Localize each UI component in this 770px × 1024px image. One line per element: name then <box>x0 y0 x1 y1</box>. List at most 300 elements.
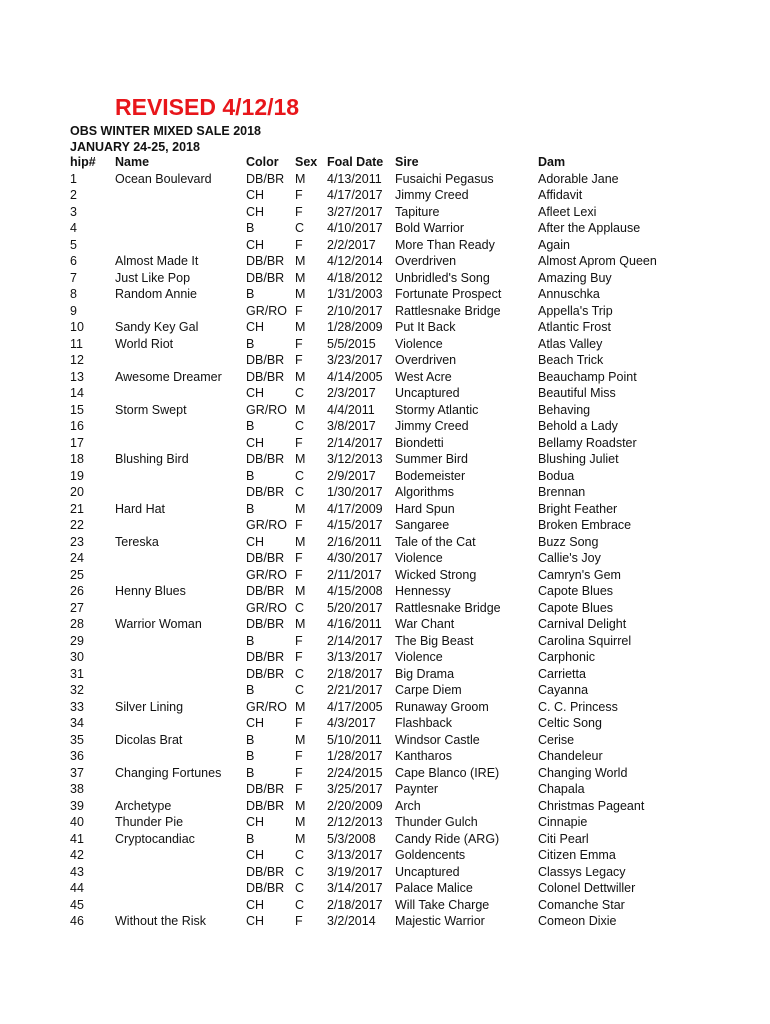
cell-sire: Hennessy <box>395 584 451 598</box>
cell-foal-date: 1/31/2003 <box>327 287 383 301</box>
cell-name: Storm Swept <box>115 402 187 417</box>
cell-dam: Capote Blues <box>538 584 614 598</box>
cell-sire: Palace Malice <box>395 881 473 895</box>
cell-foal-date: 2/2/2017 <box>327 237 376 252</box>
cell-sire: Uncaptured <box>395 386 460 400</box>
cell-color: DB/BR <box>246 171 285 186</box>
header-name: Name <box>115 155 150 169</box>
cell-sex: C <box>295 600 305 615</box>
cell-sire: Jimmy Creed <box>395 188 469 202</box>
cell-sex: M <box>295 452 306 466</box>
cell-foal-date: 2/11/2017 <box>327 567 382 582</box>
cell-foal-date: 5/5/2015 <box>327 336 376 351</box>
cell-color: DB/BR <box>246 353 285 367</box>
cell-hip: 1 <box>70 171 77 186</box>
cell-color: B <box>246 831 255 846</box>
cell-sire: Candy Ride (ARG) <box>395 831 500 846</box>
cell-name: Archetype <box>115 798 172 813</box>
cell-dam: Afleet Lexi <box>538 204 597 219</box>
table-row <box>0 336 770 353</box>
table-row <box>0 583 770 600</box>
table-row <box>0 616 770 633</box>
table-row <box>0 451 770 468</box>
cell-sex: F <box>295 567 303 582</box>
table-row <box>0 715 770 732</box>
cell-hip: 26 <box>70 584 84 598</box>
cell-color: DB/BR <box>246 485 285 499</box>
cell-dam: Beautiful Miss <box>538 386 616 400</box>
cell-sire: Tapiture <box>395 204 440 219</box>
cell-foal-date: 2/14/2017 <box>327 435 383 450</box>
header-color: Color <box>246 155 279 169</box>
cell-color: CH <box>246 237 265 252</box>
cell-color: CH <box>246 897 265 912</box>
cell-foal-date: 1/28/2009 <box>327 320 383 334</box>
cell-color: B <box>246 221 255 235</box>
cell-color: GR/RO <box>246 518 287 532</box>
cell-sire: Runaway Groom <box>395 699 489 714</box>
cell-sire: Paynter <box>395 782 439 796</box>
cell-hip: 7 <box>70 270 77 285</box>
cell-name: Hard Hat <box>115 501 166 516</box>
table-row <box>0 534 770 551</box>
cell-sex: M <box>295 171 306 186</box>
cell-foal-date: 2/20/2009 <box>327 798 383 813</box>
cell-sire: Rattlesnake Bridge <box>395 303 501 318</box>
cell-hip: 34 <box>70 716 84 730</box>
cell-sex: M <box>295 369 306 384</box>
cell-hip: 28 <box>70 617 84 631</box>
cell-sire: Unbridled's Song <box>395 270 490 285</box>
cell-color: B <box>246 765 255 780</box>
cell-sex: C <box>295 386 305 400</box>
cell-sex: C <box>295 864 305 879</box>
cell-sire: West Acre <box>395 369 452 384</box>
cell-sire: Jimmy Creed <box>395 419 469 433</box>
cell-color: B <box>246 683 255 697</box>
cell-foal-date: 4/17/2017 <box>327 188 383 202</box>
cell-sex: C <box>295 666 305 681</box>
cell-sex: F <box>295 633 303 648</box>
table-body <box>0 171 770 930</box>
cell-foal-date: 2/24/2015 <box>327 765 383 780</box>
cell-foal-date: 3/12/2013 <box>327 452 383 466</box>
cell-hip: 43 <box>70 864 84 879</box>
cell-dam: Beach Trick <box>538 353 604 367</box>
cell-sire: Flashback <box>395 716 452 730</box>
cell-sex: C <box>295 881 305 895</box>
cell-foal-date: 4/15/2017 <box>327 518 383 532</box>
cell-hip: 46 <box>70 914 84 928</box>
cell-dam: Callie's Joy <box>538 551 601 565</box>
cell-foal-date: 5/10/2011 <box>327 732 382 747</box>
cell-sire: Carpe Diem <box>395 683 462 697</box>
cell-sex: C <box>295 683 305 697</box>
cell-sex: M <box>295 798 306 813</box>
cell-color: CH <box>246 204 265 219</box>
cell-dam: Amazing Buy <box>538 270 612 285</box>
cell-dam: Colonel Dettwiller <box>538 881 636 895</box>
cell-name: Almost Made It <box>115 254 199 268</box>
cell-color: B <box>246 501 255 516</box>
cell-sex: M <box>295 270 306 285</box>
cell-foal-date: 5/20/2017 <box>327 600 383 615</box>
cell-foal-date: 2/10/2017 <box>327 303 383 318</box>
cell-sex: M <box>295 534 306 549</box>
cell-sire: Sangaree <box>395 518 450 532</box>
cell-sire: Summer Bird <box>395 452 468 466</box>
cell-color: B <box>246 287 255 301</box>
cell-color: DB/BR <box>246 864 285 879</box>
cell-dam: Comeon Dixie <box>538 914 617 928</box>
cell-sex: F <box>295 716 303 730</box>
cell-foal-date: 3/8/2017 <box>327 419 376 433</box>
cell-dam: Christmas Pageant <box>538 798 645 813</box>
header-sex: Sex <box>295 155 318 169</box>
cell-sire: Bodemeister <box>395 468 466 483</box>
cell-name: World Riot <box>115 336 174 351</box>
cell-color: B <box>246 419 255 433</box>
cell-sire: Wicked Strong <box>395 567 477 582</box>
cell-color: DB/BR <box>246 798 285 813</box>
cell-dam: Appella's Trip <box>538 303 613 318</box>
table-row <box>0 666 770 683</box>
cell-name: Warrior Woman <box>115 617 202 631</box>
table-row <box>0 435 770 452</box>
cell-foal-date: 2/18/2017 <box>327 897 383 912</box>
cell-color: DB/BR <box>246 584 285 598</box>
cell-name: Changing Fortunes <box>115 765 222 780</box>
table-row <box>0 352 770 369</box>
table-row <box>0 847 770 864</box>
catalog-table <box>0 154 770 930</box>
cell-dam: Carnival Delight <box>538 617 627 631</box>
cell-sire: Put It Back <box>395 320 456 334</box>
table-row <box>0 418 770 435</box>
cell-color: DB/BR <box>246 782 285 796</box>
cell-sex: M <box>295 831 306 846</box>
cell-dam: Capote Blues <box>538 600 614 615</box>
cell-dam: Behold a Lady <box>538 419 618 433</box>
cell-hip: 44 <box>70 881 84 895</box>
cell-color: CH <box>246 716 265 730</box>
cell-sire: Violence <box>395 336 443 351</box>
cell-dam: Cayanna <box>538 683 589 697</box>
cell-foal-date: 5/3/2008 <box>327 831 376 846</box>
cell-sire: Kantharos <box>395 749 452 763</box>
cell-sire: Majestic Warrior <box>395 914 485 928</box>
table-row <box>0 369 770 386</box>
table-row <box>0 567 770 584</box>
cell-color: CH <box>246 386 265 400</box>
cell-name: Ocean Boulevard <box>115 171 212 186</box>
cell-sex: F <box>295 303 303 318</box>
cell-sex: M <box>295 402 306 417</box>
cell-sire: Rattlesnake Bridge <box>395 600 501 615</box>
cell-foal-date: 4/12/2014 <box>327 254 383 268</box>
table-row <box>0 517 770 534</box>
cell-sex: M <box>295 617 306 631</box>
cell-sire: Hard Spun <box>395 501 455 516</box>
cell-name: Blushing Bird <box>115 452 189 466</box>
cell-dam: Cerise <box>538 732 575 747</box>
cell-sire: Overdriven <box>395 353 457 367</box>
header-sire: Sire <box>395 155 419 169</box>
cell-color: GR/RO <box>246 402 287 417</box>
cell-dam: Carrietta <box>538 666 586 681</box>
cell-sire: More Than Ready <box>395 237 495 252</box>
cell-sire: Algorithms <box>395 485 455 499</box>
cell-sex: F <box>295 518 303 532</box>
cell-dam: Adorable Jane <box>538 171 619 186</box>
cell-foal-date: 4/18/2012 <box>327 270 383 285</box>
cell-sire: Big Drama <box>395 666 455 681</box>
cell-hip: 19 <box>70 468 84 483</box>
cell-dam: Carolina Squirrel <box>538 633 632 648</box>
cell-dam: Again <box>538 237 570 252</box>
table-row <box>0 699 770 716</box>
cell-sire: Thunder Gulch <box>395 815 478 829</box>
cell-hip: 9 <box>70 303 77 318</box>
cell-dam: Celtic Song <box>538 716 602 730</box>
cell-sire: Uncaptured <box>395 864 460 879</box>
cell-sex: F <box>295 650 303 664</box>
cell-sire: Violence <box>395 551 443 565</box>
cell-dam: Citizen Emma <box>538 848 616 862</box>
cell-foal-date: 2/3/2017 <box>327 386 376 400</box>
cell-dam: C. C. Princess <box>538 699 618 714</box>
cell-name: Just Like Pop <box>115 270 191 285</box>
cell-foal-date: 4/30/2017 <box>327 551 383 565</box>
cell-hip: 45 <box>70 897 84 912</box>
cell-name: Cryptocandiac <box>115 831 195 846</box>
cell-hip: 20 <box>70 485 84 499</box>
cell-color: GR/RO <box>246 567 287 582</box>
cell-color: B <box>246 336 255 351</box>
cell-foal-date: 3/23/2017 <box>327 353 383 367</box>
cell-color: GR/RO <box>246 600 287 615</box>
cell-color: CH <box>246 435 265 450</box>
table-header-row <box>0 154 770 171</box>
table-row <box>0 880 770 897</box>
cell-sex: M <box>295 254 306 268</box>
cell-sex: C <box>295 848 305 862</box>
cell-dam: Carphonic <box>538 650 595 664</box>
cell-hip: 8 <box>70 287 77 301</box>
cell-color: B <box>246 468 255 483</box>
table-row <box>0 303 770 320</box>
cell-color: DB/BR <box>246 666 285 681</box>
cell-sire: War Chant <box>395 617 455 631</box>
cell-hip: 22 <box>70 518 84 532</box>
cell-sire: Biondetti <box>395 435 444 450</box>
table-row <box>0 187 770 204</box>
cell-dam: Annuschka <box>538 287 600 301</box>
cell-hip: 33 <box>70 699 84 714</box>
cell-hip: 12 <box>70 353 84 367</box>
cell-sex: C <box>295 468 305 483</box>
cell-foal-date: 4/17/2005 <box>327 699 383 714</box>
cell-sex: F <box>295 749 303 763</box>
cell-color: CH <box>246 188 265 202</box>
revised-notice: REVISED 4/12/18 <box>115 94 300 120</box>
cell-name: Random Annie <box>115 287 198 301</box>
cell-sex: F <box>295 237 303 252</box>
cell-sire: Goldencents <box>395 848 466 862</box>
header-hip: hip# <box>70 155 96 169</box>
cell-dam: Atlas Valley <box>538 336 603 351</box>
table-row <box>0 468 770 485</box>
cell-name: Thunder Pie <box>115 815 184 829</box>
cell-color: DB/BR <box>246 650 285 664</box>
cell-sex: C <box>295 419 305 433</box>
table-row <box>0 550 770 567</box>
sale-title: OBS WINTER MIXED SALE 2018 <box>70 124 262 138</box>
cell-hip: 35 <box>70 732 84 747</box>
cell-name: Without the Risk <box>115 914 207 928</box>
cell-foal-date: 4/16/2011 <box>327 617 382 631</box>
cell-sex: F <box>295 765 303 780</box>
table-row <box>0 765 770 782</box>
cell-sire: Fortunate Prospect <box>395 287 502 301</box>
cell-hip: 36 <box>70 749 84 763</box>
cell-name: Henny Blues <box>115 584 186 598</box>
cell-hip: 38 <box>70 782 84 796</box>
cell-hip: 2 <box>70 188 77 202</box>
cell-color: GR/RO <box>246 303 287 318</box>
cell-foal-date: 4/3/2017 <box>327 716 376 730</box>
cell-color: DB/BR <box>246 881 285 895</box>
cell-hip: 10 <box>70 320 84 334</box>
cell-hip: 27 <box>70 600 84 615</box>
cell-sire: Arch <box>395 798 421 813</box>
cell-hip: 42 <box>70 848 84 862</box>
cell-hip: 5 <box>70 237 77 252</box>
cell-color: B <box>246 732 255 747</box>
cell-color: DB/BR <box>246 254 285 268</box>
cell-foal-date: 2/16/2011 <box>327 534 382 549</box>
table-row <box>0 814 770 831</box>
cell-sire: Violence <box>395 650 443 664</box>
cell-color: DB/BR <box>246 270 285 285</box>
cell-dam: Chandeleur <box>538 749 603 763</box>
cell-color: GR/RO <box>246 699 287 714</box>
cell-foal-date: 3/13/2017 <box>327 650 383 664</box>
cell-color: DB/BR <box>246 617 285 631</box>
cell-sex: F <box>295 435 303 450</box>
cell-foal-date: 2/18/2017 <box>327 666 383 681</box>
cell-name: Awesome Dreamer <box>115 369 222 384</box>
cell-sex: F <box>295 353 303 367</box>
table-row <box>0 286 770 303</box>
table-row <box>0 732 770 749</box>
table-row <box>0 864 770 881</box>
cell-sex: F <box>295 782 303 796</box>
cell-hip: 6 <box>70 254 77 268</box>
table-row <box>0 913 770 930</box>
header-dam: Dam <box>538 155 566 169</box>
cell-color: DB/BR <box>246 551 285 565</box>
cell-sex: M <box>295 699 306 714</box>
cell-foal-date: 1/28/2017 <box>327 749 383 763</box>
cell-foal-date: 4/17/2009 <box>327 501 383 516</box>
cell-hip: 39 <box>70 798 84 813</box>
cell-dam: Affidavit <box>538 188 583 202</box>
cell-hip: 41 <box>70 831 84 846</box>
cell-foal-date: 4/14/2005 <box>327 369 383 384</box>
cell-color: CH <box>246 534 265 549</box>
cell-foal-date: 3/13/2017 <box>327 848 383 862</box>
cell-hip: 23 <box>70 534 84 549</box>
cell-dam: Comanche Star <box>538 897 625 912</box>
cell-color: DB/BR <box>246 369 285 384</box>
cell-dam: Camryn's Gem <box>538 567 621 582</box>
cell-hip: 30 <box>70 650 84 664</box>
cell-foal-date: 3/2/2014 <box>327 914 376 928</box>
cell-foal-date: 2/9/2017 <box>327 468 376 483</box>
table-row <box>0 270 770 287</box>
cell-color: DB/BR <box>246 452 285 466</box>
cell-hip: 25 <box>70 567 84 582</box>
cell-sire: Fusaichi Pegasus <box>395 171 494 186</box>
cell-sex: M <box>295 732 306 747</box>
cell-sex: F <box>295 188 303 202</box>
cell-hip: 16 <box>70 419 84 433</box>
cell-dam: Bright Feather <box>538 501 618 516</box>
header-foal-date: Foal Date <box>327 155 384 169</box>
cell-name: Tereska <box>115 534 159 549</box>
cell-hip: 24 <box>70 551 84 565</box>
cell-color: B <box>246 749 255 763</box>
cell-sex: F <box>295 914 303 928</box>
cell-sex: M <box>295 320 306 334</box>
cell-sex: M <box>295 584 306 598</box>
cell-hip: 13 <box>70 369 84 384</box>
table-row <box>0 484 770 501</box>
table-row <box>0 220 770 237</box>
cell-hip: 11 <box>70 336 83 351</box>
cell-hip: 18 <box>70 452 84 466</box>
cell-hip: 15 <box>70 402 84 417</box>
cell-dam: Blushing Juliet <box>538 452 619 466</box>
cell-hip: 37 <box>70 765 84 780</box>
cell-sire: Stormy Atlantic <box>395 402 479 417</box>
cell-color: B <box>246 633 255 648</box>
table-row <box>0 204 770 221</box>
table-row <box>0 798 770 815</box>
table-row <box>0 253 770 270</box>
cell-foal-date: 3/19/2017 <box>327 864 383 879</box>
cell-name: Silver Lining <box>115 699 184 714</box>
cell-foal-date: 4/15/2008 <box>327 584 383 598</box>
cell-dam: Changing World <box>538 765 628 780</box>
cell-hip: 29 <box>70 633 84 648</box>
cell-foal-date: 1/30/2017 <box>327 485 383 499</box>
cell-hip: 31 <box>70 666 84 681</box>
cell-hip: 40 <box>70 815 84 829</box>
table-row <box>0 781 770 798</box>
cell-sire: The Big Beast <box>395 633 474 648</box>
cell-sire: Bold Warrior <box>395 221 464 235</box>
cell-foal-date: 4/13/2011 <box>327 171 382 186</box>
table-row <box>0 600 770 617</box>
cell-sex: C <box>295 485 305 499</box>
cell-sex: C <box>295 221 305 235</box>
cell-dam: Beauchamp Point <box>538 369 637 384</box>
cell-color: CH <box>246 914 265 928</box>
cell-foal-date: 2/14/2017 <box>327 633 383 648</box>
cell-dam: Atlantic Frost <box>538 320 611 334</box>
